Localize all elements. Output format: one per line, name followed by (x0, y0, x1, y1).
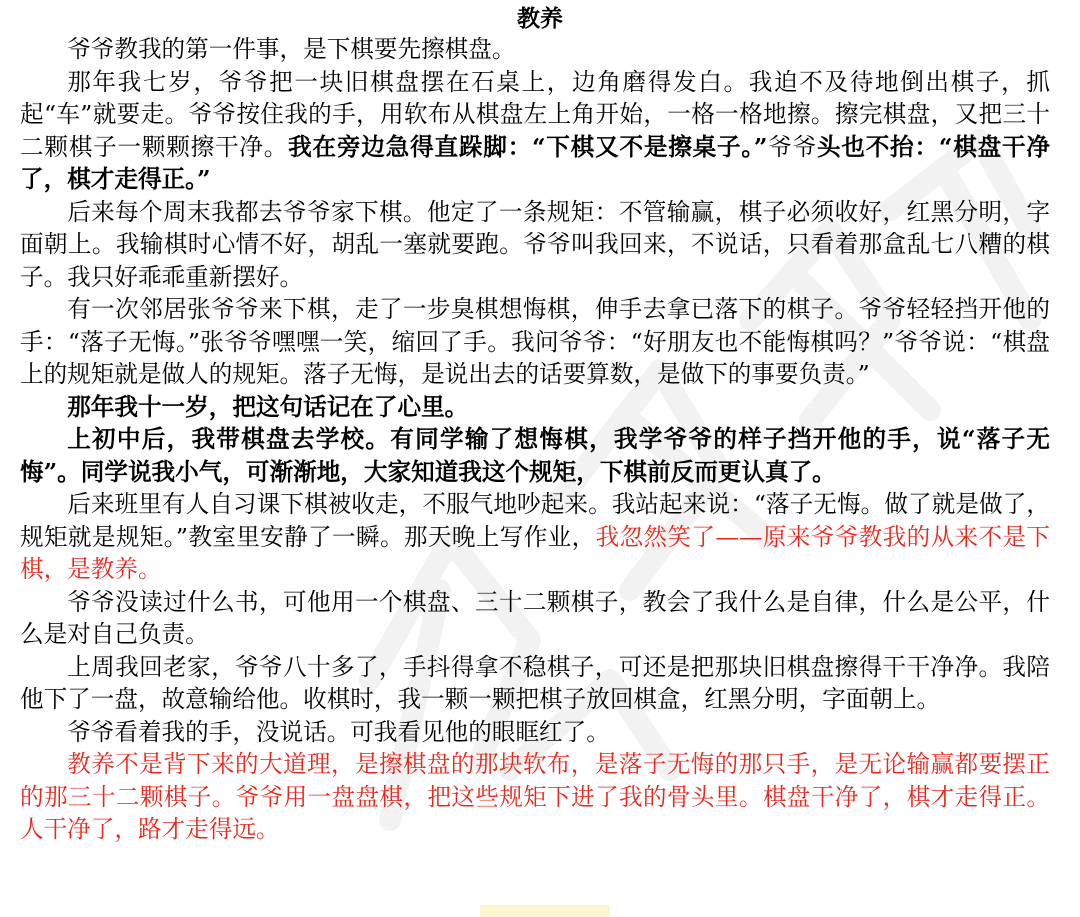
paragraph-4: 有一次邻居张爷爷来下棋，走了一步臭棋想悔棋，伸手去拿已落下的棋子。爷爷轻轻挡开他的手：“落子无悔。”张爷爷嘿嘿一笑，缩回了手。我问爷爷：“好朋友也不能悔棋吗？”爷爷说：“棋盘上的规矩就是做人的规矩。落子无悔，是说出去的话要算数，是做下的事要负责。” (20, 295, 1050, 388)
document-title: 教养 (517, 5, 563, 32)
paragraph-1: 爷爷教我的第一件事，是下棋要先擦棋盘。 (67, 35, 516, 63)
paragraph-3: 后来每个周末我都去爷爷家下棋。他定了一条规矩：不管输赢，棋子必须收好，红黑分明，字面朝上。我输棋时心情不好，胡乱一塞就要跑。爷爷叫我回来，不说话，只看着那盒乱七八糟的棋子。我只好乖乖重新摆好。 (20, 197, 1050, 291)
paragraph-10: 爷爷看着我的手，没说话。可我看见他的眼眶红了。 (67, 717, 610, 746)
paragraph-2-bold-quote: 我在旁边急得直跺脚：“下棋又不是擦桌子。” (288, 132, 768, 161)
paragraph-9: 上周我回老家，爷爷八十多了，手抖得拿不稳棋子，可还是把那块旧棋盘擦得干干净净。我陪他下了一盘，故意输给他。收棋时，我一颗一颗把棋子放回棋盒，红黑分明，字面朝上。 (20, 652, 1050, 713)
paragraph-11-conclusion: 教养不是背下来的大道理，是擦棋盘的那块软布，是落子无悔的那只手，是无论输赢都要摆正的那三十二颗棋子。爷爷用一盘盘棋，把这些规矩下进了我的骨头里。棋盘干净了，棋才走得正。人干净了，路才走得远。 (20, 750, 1050, 843)
paragraph-2 (20, 66, 1050, 196)
paragraph-6: 上初中后，我带棋盘去学校。有同学输了想悔棋，我学爷爷的样子挡开他的手，说“落子无悔”。同学说我小气，可渐渐地，大家知道我这个规矩，下棋前反而更认真了。 (20, 425, 1050, 486)
paragraph-8: 爷爷没读过什么书，可他用一个棋盘、三十二颗棋子，教会了我什么是自律，什么是公平，什么是对自己负责。 (20, 587, 1050, 648)
paragraph-7-red-highlight: 我忽然笑了——原来爷爷教我的从来不是下棋，是教养。 (20, 522, 1050, 583)
highlight-mark (480, 905, 610, 917)
paragraph-2-text-2: 爷爷 (767, 132, 818, 161)
paragraph-7 (20, 488, 1050, 586)
paragraph-7-text: 后来班里有人自习课下棋被收走，不服气地吵起来。我站起来说：“落子无悔。做了就是做了，规矩就是规矩。”教室里安静了一瞬。那天晚上写作业， (20, 490, 1050, 551)
document-body (20, 33, 1050, 846)
paragraph-5: 那年我十一岁，把这句话记在了心里。 (67, 392, 469, 421)
paragraph-2-bold-quote-2: 头也不抬：“棋盘干净了，棋才走得正。” (20, 132, 1051, 193)
paragraph-2-text: 那年我七岁，爷爷把一块旧棋盘摆在石桌上，边角磨得发白。我迫不及待地倒出棋子，抓起“车”就要走。爷爷按住我的手，用软布从棋盘左上角开始，一格一格地擦。擦完棋盘，又把三十二颗棋子一颗颗擦干净。 (20, 67, 1050, 161)
